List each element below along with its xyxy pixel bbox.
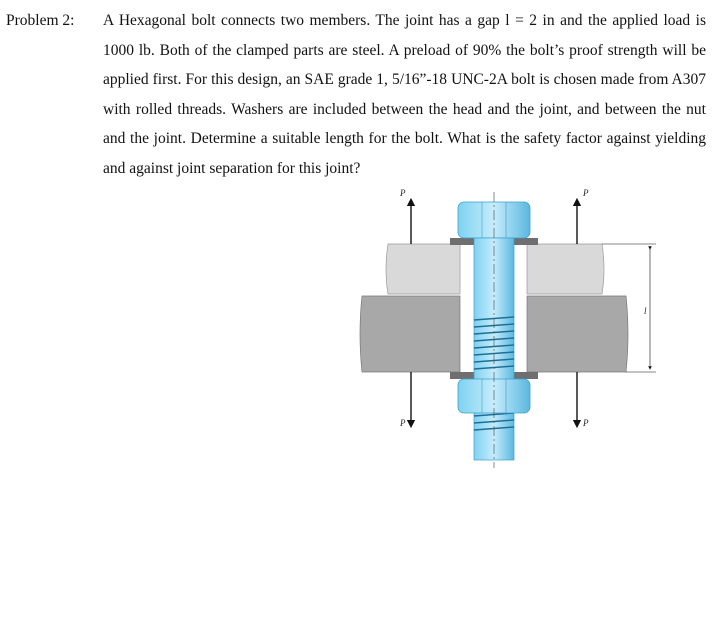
load-label-bottom-right: P [583,418,589,428]
problem-line: bolt. What is the safety factor against yielding and against joint separation for this [103,130,706,177]
problem-line: A Hexagonal bolt connects two members. The joint has a gap l = 2 in and the applied [103,12,664,29]
bolted-joint-diagram [340,180,670,470]
problem-line: load is 1000 lb. Both of the clamped parts are steel. A preload of 90% the bolt’s proof [103,12,706,59]
load-label-top-right: P [583,188,589,198]
problem-text [103,6,706,183]
problem-line: and the joint, and between the nut and the joint. Determine a suitable length for the [103,100,706,147]
problem-line: strength will be applied first. For this design, an SAE grade 1, 5/16”-18 UNC-2A bolt [103,41,707,88]
problem-line: joint? [325,159,361,177]
bolted-joint-figure [340,180,670,470]
load-label-bottom-left: P [400,418,406,428]
problem-statement [6,6,706,183]
load-label-top-left: P [400,188,406,198]
grip-length-label: l [644,306,647,316]
problem-line: is chosen made from A307 with rolled threads. Washers are included between the head [103,71,706,118]
problem-label: Problem 2: [6,12,75,29]
